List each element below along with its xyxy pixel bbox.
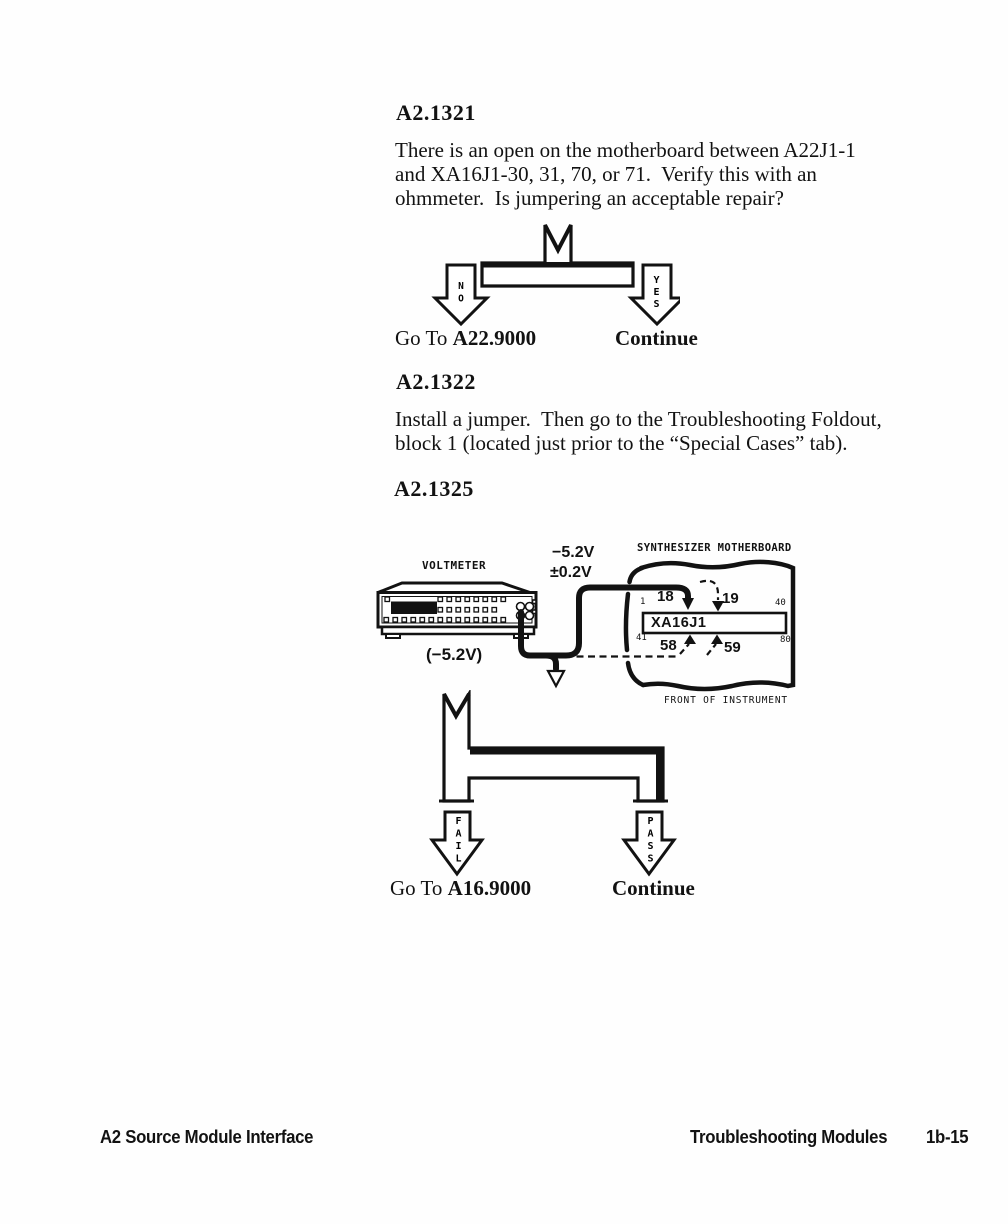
yes-arrow-label: YES — [651, 275, 662, 311]
flow-tee-shape — [482, 225, 633, 286]
pin-58-label: 58 — [660, 637, 677, 654]
section-heading-a2-1325: A2.1325 — [394, 476, 474, 501]
paragraph-a2-1321 — [395, 138, 856, 210]
footer-right — [690, 1127, 972, 1148]
paragraph-line: Install a jumper. Then go to the Troubleshooting Foldout, — [395, 407, 882, 431]
probe-voltage-line1: −5.2V — [552, 544, 595, 561]
paragraph-line: There is an open on the motherboard between A22J1-1 — [395, 138, 856, 162]
board-edge-left-mid — [626, 594, 628, 650]
footer-section-title: A2 Source Module Interface — [100, 1127, 314, 1147]
board-title-label: SYNTHESIZER MOTHERBOARD — [637, 542, 792, 554]
go-to-target: A22.9000 — [452, 326, 537, 350]
voltmeter-base — [382, 627, 534, 634]
fail-branch-action — [390, 876, 531, 901]
pass-arrow-label: PASS — [645, 816, 656, 866]
yes-branch-action — [615, 326, 698, 351]
pin-1-label: 1 — [640, 597, 646, 607]
voltmeter-foot — [386, 634, 400, 638]
section-heading-a2-1321: A2.1321 — [396, 100, 476, 125]
pin-18-label: 18 — [657, 588, 674, 605]
fail-arrow-label: FAIL — [453, 816, 464, 866]
section-heading-a2-1322: A2.1322 — [396, 369, 476, 394]
pin18-arrowhead-icon — [682, 598, 694, 610]
paragraph-line: ohmmeter. Is jumpering an acceptable repair? — [395, 186, 784, 210]
pass-branch-action — [612, 876, 695, 901]
ground-probe-icon — [548, 671, 564, 686]
voltmeter-display — [391, 602, 437, 615]
board-edge-left-bottom — [628, 663, 643, 685]
continue-label: Continue — [612, 876, 695, 900]
paragraph-line: block 1 (located just prior to the “Special Cases” tab). — [395, 431, 848, 455]
pin-19-label: 19 — [722, 590, 739, 607]
pin59-arrowhead-icon — [711, 635, 723, 645]
footer-page-number: 1b-15 — [926, 1127, 969, 1147]
pin-40-label: 40 — [775, 598, 786, 608]
paragraph-a2-1322 — [395, 407, 882, 455]
go-to-prefix: Go To — [390, 876, 448, 900]
dashed-curve-19 — [700, 581, 718, 600]
front-of-instrument-caption: FRONT OF INSTRUMENT — [664, 695, 788, 706]
pin-41-label: 41 — [636, 633, 647, 643]
no-branch-action — [395, 326, 536, 351]
connector-xa16j1-label: XA16J1 — [651, 614, 707, 631]
meter-reading-label: (−5.2V) — [426, 645, 483, 664]
pin-80-label: 80 — [780, 635, 791, 645]
go-to-target: A16.9000 — [447, 876, 532, 900]
decision-flowchart-graphic — [430, 218, 680, 330]
pin-59-label: 59 — [724, 639, 741, 656]
continue-label: Continue — [615, 326, 698, 350]
test-setup-diagram — [360, 540, 810, 712]
probe-voltage-label — [552, 543, 594, 583]
dashed-slash-59 — [707, 644, 716, 655]
paragraph-line: and XA16J1-30, 31, 70, or 71. Verify this with an — [395, 162, 817, 186]
board-edge-left-top — [630, 568, 643, 582]
dashed-slash-58 — [680, 644, 689, 654]
voltmeter-label: VOLTMETER — [422, 559, 487, 572]
no-arrow-label: NO — [455, 281, 467, 306]
footer-chapter-title: Troubleshooting Modules — [690, 1127, 888, 1147]
go-to-prefix: Go To — [395, 326, 453, 350]
pin58-arrowhead-icon — [684, 635, 696, 645]
voltmeter-illustration — [378, 583, 536, 638]
probe-voltage-line2: ±0.2V — [550, 564, 592, 581]
